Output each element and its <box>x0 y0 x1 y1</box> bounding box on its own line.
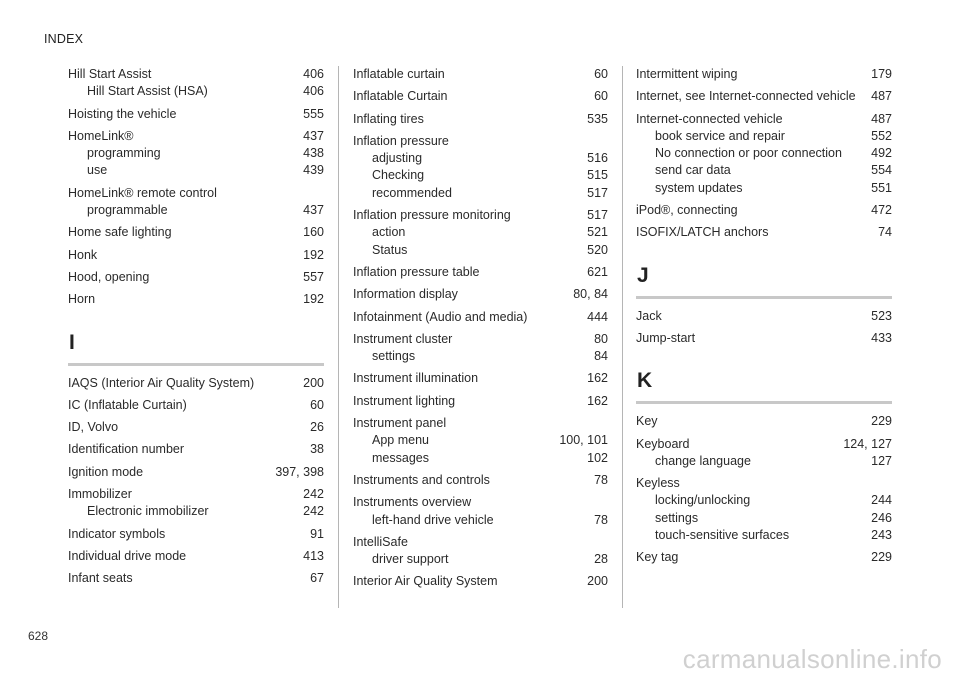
index-subentry-row <box>353 348 608 365</box>
index-entry <box>353 264 608 281</box>
index-entry-row <box>68 128 324 145</box>
index-entry <box>353 534 608 569</box>
index-entry-row <box>353 370 608 387</box>
index-entry-row <box>353 494 608 511</box>
index-term: Inflation pressure <box>353 133 449 148</box>
index-term: Individual drive mode <box>68 548 187 563</box>
index-entry-row <box>353 415 608 432</box>
page-ref[interactable]: 521 <box>587 225 608 240</box>
index-term: Inflation pressure table <box>353 264 480 279</box>
page-ref[interactable]: 242 <box>303 504 324 519</box>
index-entry <box>68 526 324 543</box>
index-entry <box>68 185 324 220</box>
page-ref[interactable]: 520 <box>587 242 608 257</box>
index-subterm: messages <box>372 450 429 465</box>
index-entry-row <box>68 375 324 392</box>
letter-section-heading <box>636 264 892 299</box>
index-entry <box>636 88 892 105</box>
index-term: Inflatable curtain <box>353 67 445 81</box>
index-term: Ignition mode <box>68 464 144 479</box>
index-subentry-row <box>68 162 324 179</box>
index-subterm: programmable <box>87 203 168 218</box>
section-rule <box>636 296 892 299</box>
index-subterm: left-hand drive vehicle <box>372 512 494 527</box>
index-subentry-row <box>68 503 324 520</box>
index-entry <box>353 494 608 529</box>
page-ref[interactable]: 243 <box>871 528 892 543</box>
index-term: Honk <box>68 247 98 262</box>
index-entry-row <box>353 207 608 224</box>
index-entry-row <box>636 475 892 492</box>
index-entry <box>68 397 324 414</box>
index-column-3 <box>636 66 892 572</box>
page-ref[interactable]: 200 <box>303 375 324 390</box>
page-ref[interactable]: 554 <box>871 163 892 178</box>
index-subterm: use <box>87 163 108 178</box>
page-ref[interactable]: 78 <box>594 512 608 527</box>
page-ref[interactable]: 523 <box>871 308 892 323</box>
index-subentry-row <box>353 224 608 241</box>
index-subterm: Electronic immobilizer <box>87 504 209 519</box>
index-entry-row <box>636 202 892 219</box>
index-subentry-row <box>353 167 608 184</box>
index-entry <box>68 486 324 521</box>
index-subterm: system updates <box>655 180 743 195</box>
index-term: iPod®, connecting <box>636 203 738 218</box>
index-term: Instrument cluster <box>353 331 453 346</box>
index-entry <box>353 111 608 128</box>
index-subentry-row <box>68 83 324 100</box>
index-entry-row <box>68 291 324 308</box>
index-entry-row <box>636 413 892 430</box>
index-subentry-row <box>68 202 324 219</box>
page-ref[interactable]: 397, 398 <box>275 464 324 479</box>
page-ref[interactable]: 60 <box>594 67 608 81</box>
page-ref[interactable]: 74 <box>878 225 892 240</box>
index-entry <box>636 549 892 566</box>
section-letter: J <box>637 263 649 287</box>
index-entry <box>68 375 324 392</box>
index-entry-row <box>353 133 608 150</box>
index-entry <box>353 472 608 489</box>
index-subentry-row <box>636 128 892 145</box>
page-ref[interactable]: 413 <box>303 548 324 563</box>
index-subentry-row <box>636 510 892 527</box>
index-entry <box>353 309 608 326</box>
page-ref[interactable]: 517 <box>587 185 608 200</box>
index-entry <box>68 66 324 101</box>
page-ref[interactable]: 162 <box>587 371 608 386</box>
index-entry <box>636 475 892 544</box>
letter-section-heading <box>636 369 892 404</box>
index-term: IC (Inflatable Curtain) <box>68 397 187 412</box>
index-subentry-row <box>68 145 324 162</box>
page-ref[interactable] <box>600 494 608 511</box>
page-ref[interactable]: 621 <box>587 264 608 279</box>
index-entry-row <box>68 441 324 458</box>
index-subentry-row <box>636 145 892 162</box>
page-ref[interactable]: 80, 84 <box>573 287 608 302</box>
index-subterm: settings <box>372 349 416 364</box>
index-term: Immobilizer <box>68 487 132 502</box>
section-rule <box>68 363 324 366</box>
index-term: ISOFIX/LATCH anchors <box>636 225 769 240</box>
page-ref[interactable]: 162 <box>587 393 608 408</box>
section-rule <box>636 401 892 404</box>
index-entry <box>68 419 324 436</box>
index-subentry-row <box>353 450 608 467</box>
index-subterm: No connection or poor connection <box>655 146 842 161</box>
page-ref[interactable]: 551 <box>871 180 892 195</box>
index-term: Jack <box>636 308 662 323</box>
index-term: Inflating tires <box>353 111 424 126</box>
index-term: HomeLink® <box>68 128 134 143</box>
index-subterm: recommended <box>372 185 452 200</box>
index-subentry-row <box>353 432 608 449</box>
index-entry <box>353 88 608 105</box>
index-entry <box>353 133 608 202</box>
index-entry-row <box>353 88 608 105</box>
index-term: Identification number <box>68 442 185 457</box>
index-entry-row <box>68 269 324 286</box>
index-subterm: Checking <box>372 168 425 183</box>
index-entry-row <box>353 331 608 348</box>
page-ref[interactable]: 517 <box>587 208 608 223</box>
page-ref[interactable]: 439 <box>303 163 324 178</box>
index-term: Inflatable Curtain <box>353 89 448 104</box>
page-ref[interactable]: 200 <box>587 574 608 589</box>
index-entry <box>68 441 324 458</box>
index-entry <box>68 269 324 286</box>
index-entry-row <box>636 88 892 105</box>
index-entry <box>636 224 892 241</box>
index-term: ID, Volvo <box>68 420 119 435</box>
section-letter: K <box>637 369 653 393</box>
index-entry-row <box>353 309 608 326</box>
index-subentry-row <box>636 527 892 544</box>
index-entry <box>353 393 608 410</box>
index-subentry-row <box>636 492 892 509</box>
index-entry <box>636 330 892 347</box>
page-ref[interactable]: 124, 127 <box>843 436 892 451</box>
index-subterm: programming <box>87 146 161 161</box>
index-entry-row <box>68 247 324 264</box>
index-term: HomeLink® remote control <box>68 185 217 200</box>
index-entry-row <box>353 573 608 590</box>
index-entry <box>353 207 608 259</box>
index-entry <box>68 247 324 264</box>
index-subterm: App menu <box>372 433 429 448</box>
index-subentry-row <box>353 242 608 259</box>
page-ref[interactable]: 229 <box>871 550 892 565</box>
index-entry-row <box>636 66 892 83</box>
index-term: IntelliSafe <box>353 534 408 549</box>
page-number: 628 <box>28 629 49 643</box>
index-entry <box>68 548 324 565</box>
index-subentry-row <box>636 162 892 179</box>
page-ref[interactable] <box>600 534 608 551</box>
index-entry <box>68 291 324 308</box>
page-ref[interactable]: 28 <box>594 552 608 567</box>
page-ref[interactable]: 516 <box>587 151 608 166</box>
index-entry <box>68 570 324 587</box>
page-ref[interactable]: 487 <box>871 111 892 126</box>
page-ref[interactable]: 535 <box>587 111 608 126</box>
index-subterm: change language <box>655 453 751 468</box>
index-entry-row <box>353 286 608 303</box>
page-ref[interactable]: 406 <box>303 84 324 99</box>
index-term: Instrument illumination <box>353 371 479 386</box>
page-ref[interactable] <box>600 133 608 150</box>
page-ref[interactable]: 26 <box>310 420 324 435</box>
page-ref[interactable]: 100, 101 <box>559 433 608 448</box>
index-term: Infant seats <box>68 571 133 586</box>
page-ref[interactable]: 557 <box>303 269 324 284</box>
index-entry-row <box>68 486 324 503</box>
index-subterm: locking/unlocking <box>655 493 751 508</box>
index-subentry-row <box>353 150 608 167</box>
index-entry <box>636 111 892 197</box>
index-entry-row <box>68 106 324 123</box>
index-entry <box>353 573 608 590</box>
index-entry-row <box>353 111 608 128</box>
page-ref[interactable]: 160 <box>303 225 324 240</box>
index-entry-row <box>68 464 324 481</box>
index-term: Instrument panel <box>353 416 447 431</box>
index-entry-row <box>353 393 608 410</box>
index-term: Inflation pressure monitoring <box>353 208 511 223</box>
page-ref[interactable]: 492 <box>871 146 892 161</box>
page-ref[interactable]: 127 <box>871 453 892 468</box>
index-term: Indicator symbols <box>68 526 166 541</box>
index-entry <box>68 128 324 180</box>
section-letter: I <box>69 330 75 354</box>
index-entry <box>68 464 324 481</box>
index-entry-row <box>68 185 324 202</box>
index-term: Home safe lighting <box>68 225 172 240</box>
page-ref[interactable]: 38 <box>310 442 324 457</box>
page-ref[interactable]: 192 <box>303 292 324 307</box>
index-term: Internet, see Internet-connected vehicle <box>636 89 856 104</box>
page-ref[interactable]: 437 <box>303 128 324 143</box>
index-entry <box>636 308 892 325</box>
index-subterm: settings <box>655 510 699 525</box>
index-entry-row <box>68 570 324 587</box>
index-entry <box>353 331 608 366</box>
page-ref[interactable]: 406 <box>303 67 324 81</box>
page-ref[interactable]: 102 <box>587 450 608 465</box>
letter-section-heading <box>68 331 324 366</box>
index-term: Internet-connected vehicle <box>636 111 783 126</box>
index-term: Hoisting the vehicle <box>68 106 177 121</box>
page-ref[interactable]: 179 <box>871 67 892 81</box>
index-entry <box>353 286 608 303</box>
index-term: IAQS (Interior Air Quality System) <box>68 375 255 390</box>
page-ref[interactable] <box>316 185 324 202</box>
index-subentry-row <box>636 453 892 470</box>
index-term: Hood, opening <box>68 269 150 284</box>
page-ref[interactable]: 244 <box>871 493 892 508</box>
page-ref[interactable]: 246 <box>871 510 892 525</box>
index-term: Intermittent wiping <box>636 67 738 81</box>
index-entry-row <box>636 308 892 325</box>
index-entry <box>636 66 892 83</box>
index-term: Instruments overview <box>353 495 472 510</box>
page-ref[interactable]: 472 <box>871 203 892 218</box>
index-term: Information display <box>353 287 458 302</box>
index-entry-row <box>353 472 608 489</box>
page-ref[interactable]: 60 <box>594 89 608 104</box>
index-term: Horn <box>68 292 96 307</box>
index-entry <box>636 202 892 219</box>
index-term: Key <box>636 414 658 429</box>
index-entry-row <box>68 397 324 414</box>
page-ref[interactable]: 433 <box>871 330 892 345</box>
page-ref[interactable]: 67 <box>310 571 324 586</box>
index-subterm: book service and repair <box>655 128 785 143</box>
page-ref[interactable]: 242 <box>303 487 324 502</box>
page-ref[interactable]: 438 <box>303 146 324 161</box>
index-term: Key tag <box>636 550 679 565</box>
index-column-2 <box>353 66 608 596</box>
index-term: Jump-start <box>636 330 696 345</box>
index-entry-row <box>636 111 892 128</box>
column-divider <box>622 66 623 608</box>
index-subentry-row <box>353 551 608 568</box>
page-ref[interactable]: 91 <box>310 526 324 541</box>
page-ref[interactable]: 78 <box>594 472 608 487</box>
index-entry-row <box>68 419 324 436</box>
index-entry <box>68 106 324 123</box>
index-term: Keyless <box>636 476 680 491</box>
page-ref[interactable]: 552 <box>871 128 892 143</box>
index-entry-row <box>68 66 324 83</box>
index-column-1 <box>68 66 324 593</box>
index-entry-row <box>353 66 608 83</box>
page-ref[interactable]: 444 <box>587 309 608 324</box>
index-term: Instrument lighting <box>353 393 456 408</box>
page-ref[interactable]: 229 <box>871 414 892 429</box>
index-term: Keyboard <box>636 436 690 451</box>
column-divider <box>338 66 339 608</box>
index-entry <box>636 413 892 430</box>
index-entry-row <box>68 548 324 565</box>
index-term: Infotainment (Audio and media) <box>353 309 528 324</box>
index-term: Instruments and controls <box>353 472 490 487</box>
index-subentry-row <box>636 180 892 197</box>
index-subterm: driver support <box>372 552 449 567</box>
index-subentry-row <box>353 512 608 529</box>
page-ref[interactable] <box>884 475 892 492</box>
index-entry-row <box>68 224 324 241</box>
index-entry-row <box>353 264 608 281</box>
page-ref[interactable]: 437 <box>303 203 324 218</box>
index-entry <box>353 370 608 387</box>
index-subterm: Status <box>372 242 408 257</box>
page-header-title: INDEX <box>44 32 84 46</box>
index-term: Hill Start Assist <box>68 67 152 81</box>
index-entry <box>353 66 608 83</box>
index-entry-row <box>636 549 892 566</box>
page-ref[interactable]: 487 <box>871 89 892 104</box>
index-subterm: adjusting <box>372 151 423 166</box>
index-subterm: Hill Start Assist (HSA) <box>87 84 208 99</box>
index-subterm: action <box>372 225 406 240</box>
index-entry-row <box>636 330 892 347</box>
index-entry <box>636 436 892 471</box>
page-ref[interactable]: 60 <box>310 397 324 412</box>
index-entry-row <box>636 224 892 241</box>
index-entry-row <box>68 526 324 543</box>
index-subentry-row <box>353 185 608 202</box>
watermark: carmanualsonline.info <box>682 644 942 674</box>
page-ref[interactable]: 555 <box>303 106 324 121</box>
page-ref[interactable]: 80 <box>594 331 608 346</box>
index-subterm: send car data <box>655 163 731 178</box>
index-subterm: touch-sensitive surfaces <box>655 528 790 543</box>
index-entry <box>68 224 324 241</box>
page-ref[interactable] <box>600 415 608 432</box>
page-ref[interactable]: 515 <box>587 168 608 183</box>
page-ref[interactable]: 192 <box>303 247 324 262</box>
index-term: Interior Air Quality System <box>353 574 498 589</box>
index-entry-row <box>636 436 892 453</box>
index-entry <box>353 415 608 467</box>
page-ref[interactable]: 84 <box>594 349 608 364</box>
index-entry-row <box>353 534 608 551</box>
